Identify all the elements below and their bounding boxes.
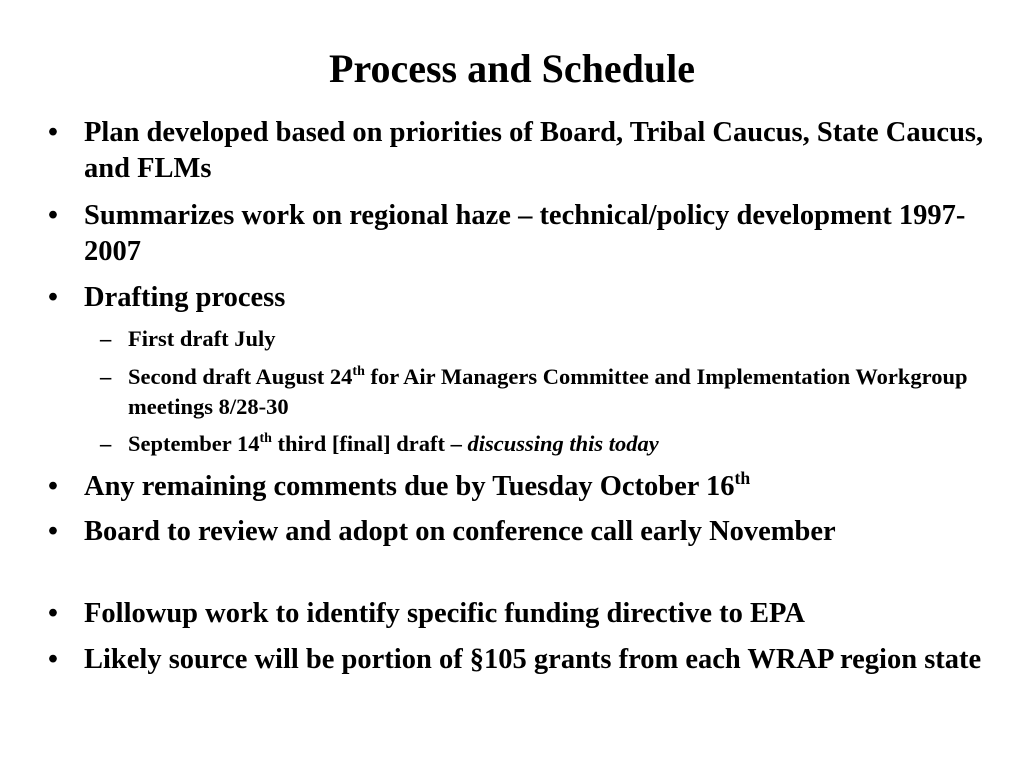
subitem-second-draft bbox=[100, 362, 980, 422]
bullet-icon: • bbox=[48, 644, 58, 675]
dash-icon: – bbox=[100, 326, 112, 351]
subitem-text-b: for Air Managers Committee and Implementation Workgroup meetings 8/28-30 bbox=[128, 364, 968, 419]
subitem-september-draft bbox=[100, 429, 980, 459]
ordinal-suffix: th bbox=[352, 363, 365, 379]
subitem-text bbox=[128, 429, 980, 459]
subitem-text-a: Second draft August 24 bbox=[128, 364, 353, 389]
bullet-text-a: Any remaining comments due by Tuesday October 16 bbox=[84, 471, 735, 502]
dash-icon: – bbox=[100, 364, 112, 389]
bullet-text: Plan developed based on priorities of Board, Tribal Caucus, State Caucus, and FLMs bbox=[84, 117, 984, 184]
bullet-icon: • bbox=[48, 282, 58, 313]
bullet-item-plan bbox=[48, 115, 988, 187]
bullet-icon: • bbox=[48, 117, 58, 148]
bullet-item-likely-source bbox=[48, 642, 988, 678]
ordinal-suffix: th bbox=[734, 467, 751, 488]
bullet-text bbox=[84, 469, 988, 505]
bullet-item-board-review bbox=[48, 514, 988, 550]
subitem-italic-text: discussing this today bbox=[467, 431, 659, 456]
subitem-text bbox=[128, 362, 980, 422]
ordinal-suffix: th bbox=[259, 430, 272, 446]
bullet-icon: • bbox=[48, 598, 58, 629]
bullet-text: Board to review and adopt on conference call early November bbox=[84, 516, 836, 547]
bullet-item-comments-due bbox=[48, 469, 988, 505]
subitem-text: First draft July bbox=[128, 326, 276, 351]
slide-title: Process and Schedule bbox=[329, 46, 695, 91]
bullet-icon: • bbox=[48, 471, 58, 502]
bullet-item-summarizes bbox=[48, 198, 988, 270]
subitem-text-b: third [final] draft – bbox=[271, 431, 468, 456]
subitem-first-draft bbox=[100, 324, 980, 354]
bullet-text: Followup work to identify specific funding directive to EPA bbox=[84, 598, 805, 629]
bullet-item-followup bbox=[48, 596, 988, 632]
bullet-icon: • bbox=[48, 516, 58, 547]
bullet-text: Likely source will be portion of §105 grants from each WRAP region state bbox=[84, 644, 982, 675]
bullet-icon: • bbox=[48, 200, 58, 231]
bullet-text: Drafting process bbox=[84, 282, 286, 313]
bullet-item-drafting bbox=[48, 280, 988, 316]
bullet-text: Summarizes work on regional haze – technical/policy development 1997-2007 bbox=[84, 200, 966, 267]
dash-icon: – bbox=[100, 431, 112, 456]
subitem-text-a: September 14 bbox=[128, 431, 260, 456]
